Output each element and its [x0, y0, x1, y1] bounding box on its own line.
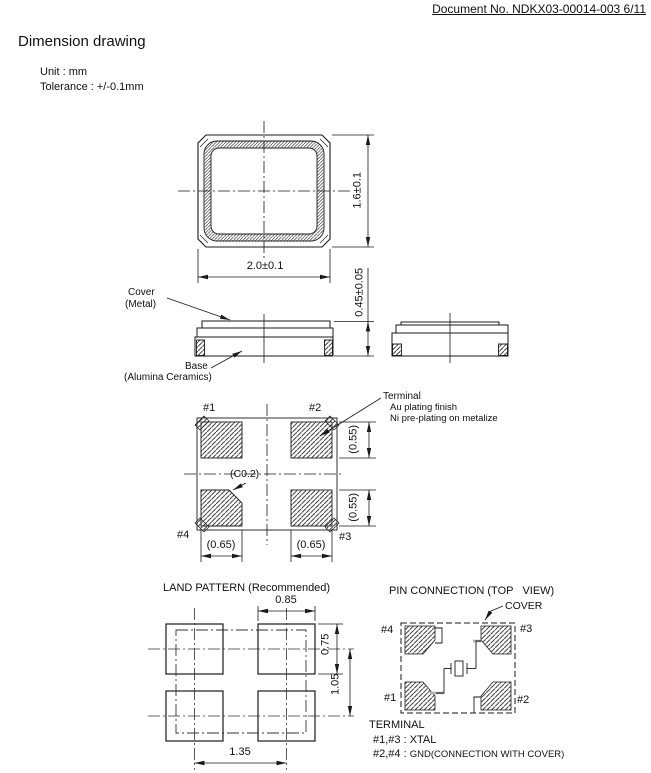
land-pattern-title: LAND PATTERN (Recommended) [163, 582, 331, 594]
bv-pad-height-bottom: (0.55) [347, 492, 360, 522]
bv-terminal-note1: Au plating finish [390, 402, 458, 413]
dim-height-label: 1.6±0.1 [351, 172, 364, 209]
pc-gnd-line [373, 748, 564, 761]
pin-connection [401, 606, 515, 713]
bv-terminal-label: Terminal [383, 391, 421, 402]
cover-leader [167, 298, 230, 320]
bv-pin1-label: #1 [203, 402, 216, 414]
lp-pad-width-label: 0.85 [275, 594, 297, 606]
top-view [178, 121, 374, 283]
terminal-pad-side [325, 340, 333, 356]
cover-material-label: (Metal) [125, 299, 157, 310]
bv-pad-width-left: (0.65) [206, 539, 236, 551]
pc-xtal-line: #1,#3 : XTAL [373, 734, 437, 746]
chamfer-leader [233, 483, 246, 490]
document-number: Document No. NDKX03-00014-003 6/11 [432, 2, 646, 16]
pc-pin1-label: #1 [384, 692, 397, 704]
bv-pin2-label: #2 [309, 402, 322, 414]
bv-pin3-label: #3 [339, 531, 352, 543]
bv-pin4-label: #4 [177, 529, 190, 541]
bv-chamfer-label: (C0.2) [230, 468, 260, 480]
unit-note: Unit : mm [40, 66, 88, 78]
pad-4 [201, 490, 242, 526]
pc-pin2-label: #2 [517, 694, 530, 706]
pad-3 [291, 490, 332, 526]
bv-pad-height-top: (0.55) [347, 424, 360, 454]
bv-terminal-note2: Ni pre-plating on metalize [390, 413, 498, 424]
page-title: Dimension drawing [18, 33, 146, 50]
pc-pad-4 [405, 626, 435, 654]
pin-connection-title: PIN CONNECTION (TOP VIEW) [389, 585, 555, 597]
pad-2 [291, 422, 332, 458]
lp-pitch-horizontal-label: 1.35 [229, 746, 251, 758]
crystal-body [455, 661, 463, 676]
cover-label: Cover [128, 287, 155, 298]
pc-gnd-value: GND(CONNECTION WITH COVER) [409, 749, 565, 760]
cover-leader [485, 606, 503, 620]
pc-pin4-label: #4 [381, 624, 394, 636]
tolerance-note: Tolerance : +/-0.1mm [40, 81, 144, 93]
pc-pad-2 [481, 682, 511, 710]
pc-terminal-heading: TERMINAL [369, 719, 425, 731]
base-label: Base [185, 361, 208, 372]
pc-gnd-prefix: #2,#4 : [373, 748, 407, 760]
pc-pin3-label: #3 [520, 623, 533, 635]
bv-pad-width-right: (0.65) [296, 539, 326, 551]
pc-cover-label: COVER [505, 600, 543, 612]
dim-width-label: 2.0±0.1 [246, 260, 284, 272]
terminal-pad-side [499, 344, 508, 356]
side-view-end [392, 313, 508, 363]
base-material-label: (Alumina Ceramics) [124, 372, 212, 383]
dim-thickness-label: 0.45±0.05 [353, 267, 366, 317]
pad-1 [201, 422, 242, 458]
side-view-front [167, 298, 333, 368]
lp-pad-height-label: 0.75 [319, 633, 332, 656]
lp-pitch-vertical-label: 1.05 [329, 673, 342, 696]
pc-pad-3 [481, 626, 511, 654]
terminal-pad-side [197, 340, 205, 356]
pc-pad-1 [405, 682, 435, 710]
terminal-pad-side [393, 344, 402, 356]
